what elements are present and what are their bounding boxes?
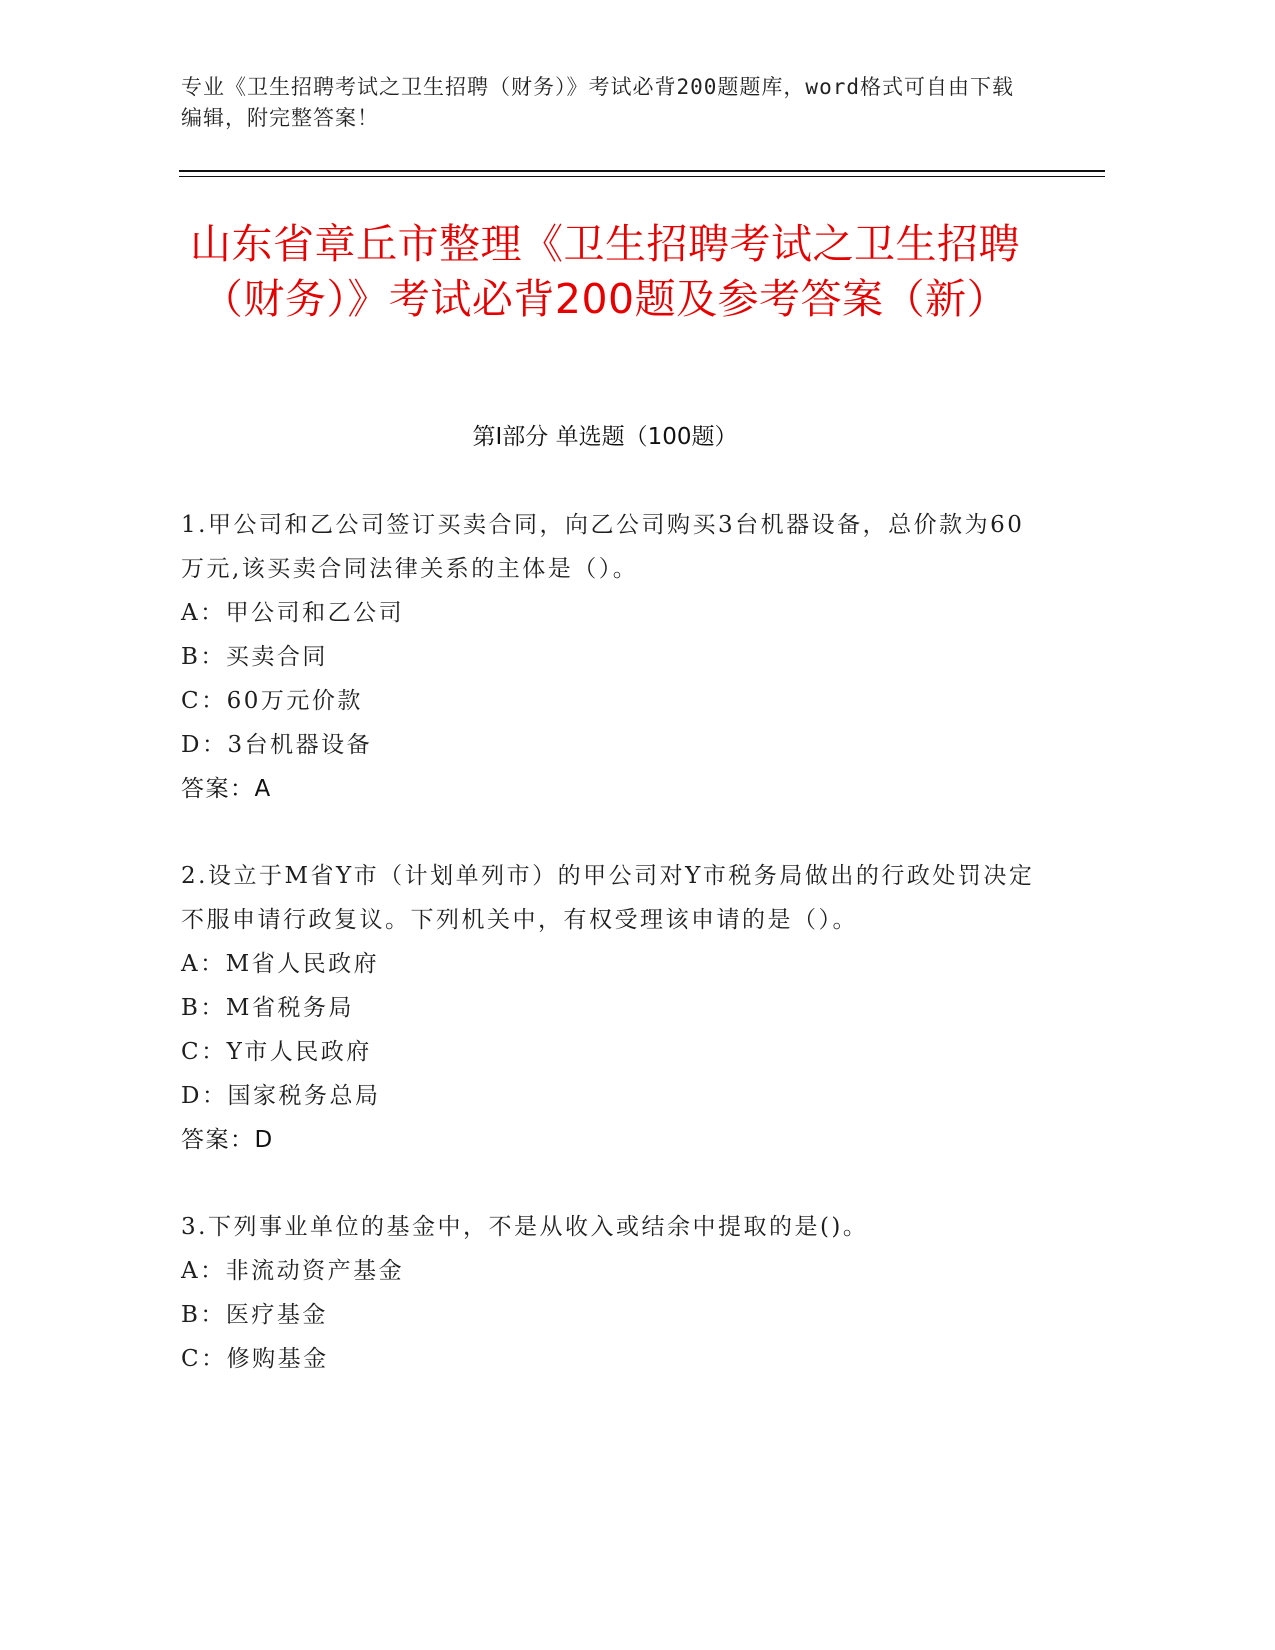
- option-a: A：甲公司和乙公司: [181, 600, 405, 626]
- answer: 答案：D: [181, 1127, 274, 1153]
- question-1: [181, 503, 1041, 811]
- option-c: C：60万元价款: [181, 688, 363, 714]
- question-stem: 1.甲公司和乙公司签订买卖合同，向乙公司购买3台机器设备，总价款为60万元,该买卖合同法律关系的主体是（）。: [181, 512, 1025, 582]
- answer: 答案：A: [181, 776, 272, 802]
- option-c: C：修购基金: [181, 1346, 329, 1372]
- option-b: B：M省税务局: [181, 995, 354, 1021]
- header-divider-thin: [179, 176, 1105, 177]
- option-a: A：M省人民政府: [181, 951, 380, 977]
- header-divider-thick: [179, 170, 1105, 172]
- section-title: 第I部分 单选题（100题）: [472, 424, 738, 450]
- option-b: B：医疗基金: [181, 1302, 328, 1328]
- option-d: D：3台机器设备: [181, 732, 373, 758]
- question-list: [181, 503, 1041, 1424]
- option-b: B：买卖合同: [181, 644, 328, 670]
- question-stem: 2.设立于M省Y市（计划单列市）的甲公司对Y市税务局做出的行政处罚决定不服申请行政复议。下列机关中，有权受理该申请的是（）。: [181, 863, 1035, 933]
- option-d: D：国家税务总局: [181, 1083, 381, 1109]
- question-3: [181, 1205, 1041, 1381]
- document-title: 山东省章丘市整理《卫生招聘考试之卫生招聘（财务）》考试必背200题及参考答案（新）: [190, 220, 1020, 323]
- option-c: C：Y市人民政府: [181, 1039, 372, 1065]
- option-a: A：非流动资产基金: [181, 1258, 405, 1284]
- header-note: 专业《卫生招聘考试之卫生招聘（财务）》考试必背200题题库，word格式可自由下载编辑，附完整答案！: [181, 75, 1014, 130]
- question-stem: 3.下列事业单位的基金中，不是从收入或结余中提取的是()。: [181, 1214, 869, 1240]
- question-2: [181, 854, 1041, 1162]
